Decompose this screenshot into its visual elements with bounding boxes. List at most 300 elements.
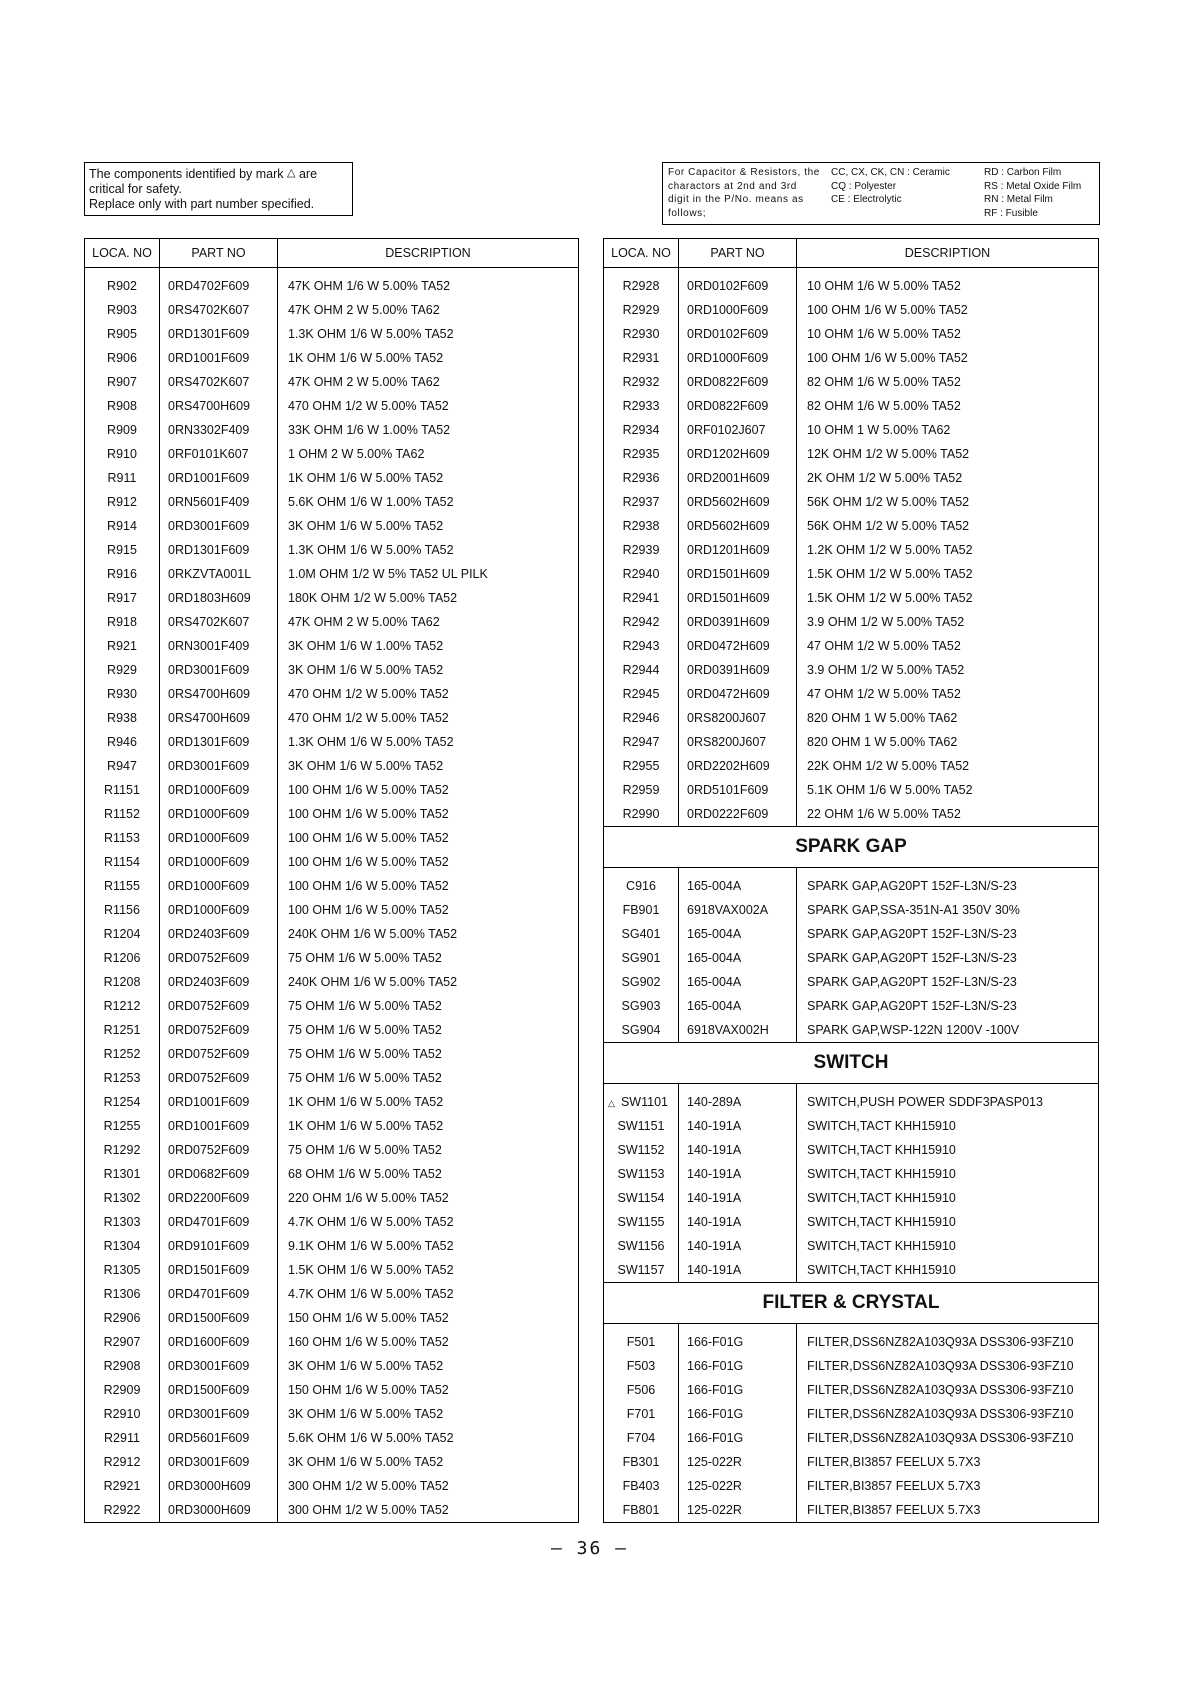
loca-no-cell: F701 bbox=[604, 1402, 679, 1426]
safety-note-line2: critical for safety. bbox=[89, 182, 182, 196]
table-row bbox=[85, 1378, 579, 1402]
loca-no-cell: R947 bbox=[85, 754, 160, 778]
part-no-cell: 0RD3001F609 bbox=[160, 754, 278, 778]
loca-no-cell: R907 bbox=[85, 370, 160, 394]
safety-note-line3: Replace only with part number specified. bbox=[89, 197, 315, 211]
description-cell: 150 OHM 1/6 W 5.00% TA52 bbox=[278, 1306, 579, 1330]
part-no-cell: 166-F01G bbox=[679, 1402, 797, 1426]
description-cell: 820 OHM 1 W 5.00% TA62 bbox=[797, 706, 1099, 730]
description-cell: 1.0M OHM 1/2 W 5% TA52 UL PILK bbox=[278, 562, 579, 586]
loca-no-cell: R2929 bbox=[604, 298, 679, 322]
part-no-cell: 0RD1001F609 bbox=[160, 346, 278, 370]
loca-no-cell: R2955 bbox=[604, 754, 679, 778]
description-cell: 100 OHM 1/6 W 5.00% TA52 bbox=[797, 346, 1099, 370]
part-no-cell: 0RD3001F609 bbox=[160, 658, 278, 682]
loca-no-cell: R2940 bbox=[604, 562, 679, 586]
description-cell: 470 OHM 1/2 W 5.00% TA52 bbox=[278, 394, 579, 418]
description-cell: 160 OHM 1/6 W 5.00% TA52 bbox=[278, 1330, 579, 1354]
loca-no-cell: R905 bbox=[85, 322, 160, 346]
loca-no-cell: SG902 bbox=[604, 970, 679, 994]
description-cell: 4.7K OHM 1/6 W 5.00% TA52 bbox=[278, 1282, 579, 1306]
safety-note-line1-end: are bbox=[298, 167, 318, 181]
part-no-cell: 0RD2403F609 bbox=[160, 970, 278, 994]
description-cell: 68 OHM 1/6 W 5.00% TA52 bbox=[278, 1162, 579, 1186]
description-cell: 47 OHM 1/2 W 5.00% TA52 bbox=[797, 634, 1099, 658]
loca-no-cell: R910 bbox=[85, 442, 160, 466]
table-row bbox=[85, 850, 579, 874]
table-row bbox=[604, 730, 1099, 754]
table-row bbox=[85, 754, 579, 778]
part-no-cell: 0RD4701F609 bbox=[160, 1282, 278, 1306]
header-part-no: PART NO bbox=[679, 239, 797, 268]
loca-no-cell: R1253 bbox=[85, 1066, 160, 1090]
description-cell: SWITCH,TACT KHH15910 bbox=[797, 1114, 1099, 1138]
table-row bbox=[604, 1474, 1099, 1498]
table-row bbox=[604, 538, 1099, 562]
loca-no-cell: R1301 bbox=[85, 1162, 160, 1186]
loca-no-cell: R2921 bbox=[85, 1474, 160, 1498]
table-row bbox=[604, 1234, 1099, 1258]
table-row bbox=[604, 922, 1099, 946]
loca-no-cell: R2907 bbox=[85, 1330, 160, 1354]
warning-triangle-icon: △ bbox=[608, 1098, 615, 1108]
loca-no-cell: R1152 bbox=[85, 802, 160, 826]
loca-no-cell: R1306 bbox=[85, 1282, 160, 1306]
description-cell: 100 OHM 1/6 W 5.00% TA52 bbox=[278, 874, 579, 898]
part-no-cell: 0RD0822F609 bbox=[679, 394, 797, 418]
loca-no-cell: R1212 bbox=[85, 994, 160, 1018]
table-row bbox=[604, 1018, 1099, 1043]
part-no-cell: 0RD9101F609 bbox=[160, 1234, 278, 1258]
part-no-cell: 0RD1000F609 bbox=[160, 826, 278, 850]
part-no-cell: 140-191A bbox=[679, 1210, 797, 1234]
part-no-cell: 0RD1000F609 bbox=[160, 874, 278, 898]
loca-no-cell: R1254 bbox=[85, 1090, 160, 1114]
table-row bbox=[85, 298, 579, 322]
loca-no-cell: R921 bbox=[85, 634, 160, 658]
description-cell: SPARK GAP,AG20PT 152F-L3N/S-23 bbox=[797, 946, 1099, 970]
loca-no-cell: R2943 bbox=[604, 634, 679, 658]
table-row bbox=[85, 778, 579, 802]
description-cell: 10 OHM 1/6 W 5.00% TA52 bbox=[797, 268, 1099, 299]
description-cell: FILTER,DSS6NZ82A103Q93A DSS306-93FZ10 bbox=[797, 1354, 1099, 1378]
section-header bbox=[604, 1283, 1099, 1324]
part-no-cell: 0RD0472H609 bbox=[679, 634, 797, 658]
table-row bbox=[604, 394, 1099, 418]
table-row bbox=[85, 394, 579, 418]
description-cell: 75 OHM 1/6 W 5.00% TA52 bbox=[278, 1018, 579, 1042]
description-cell: FILTER,DSS6NZ82A103Q93A DSS306-93FZ10 bbox=[797, 1426, 1099, 1450]
part-no-cell: 140-191A bbox=[679, 1234, 797, 1258]
table-row bbox=[604, 1138, 1099, 1162]
description-cell: SPARK GAP,AG20PT 152F-L3N/S-23 bbox=[797, 868, 1099, 899]
loca-no-cell: R1208 bbox=[85, 970, 160, 994]
part-no-cell: 165-004A bbox=[679, 922, 797, 946]
loca-no-cell: R1204 bbox=[85, 922, 160, 946]
description-cell: 1.3K OHM 1/6 W 5.00% TA52 bbox=[278, 322, 579, 346]
part-no-cell: 0RD3000H609 bbox=[160, 1474, 278, 1498]
loca-no-cell: R2933 bbox=[604, 394, 679, 418]
description-cell: FILTER,BI3857 FEELUX 5.7X3 bbox=[797, 1450, 1099, 1474]
table-row bbox=[604, 1162, 1099, 1186]
table-row bbox=[604, 898, 1099, 922]
loca-no-cell: R2928 bbox=[604, 268, 679, 299]
description-cell: 300 OHM 1/2 W 5.00% TA52 bbox=[278, 1474, 579, 1498]
loca-no-cell: R1292 bbox=[85, 1138, 160, 1162]
description-cell: 180K OHM 1/2 W 5.00% TA52 bbox=[278, 586, 579, 610]
header-loca-no: LOCA. NO bbox=[85, 239, 160, 268]
table-row bbox=[85, 1114, 579, 1138]
description-cell: FILTER,BI3857 FEELUX 5.7X3 bbox=[797, 1498, 1099, 1523]
table-row bbox=[85, 418, 579, 442]
description-cell: SWITCH,TACT KHH15910 bbox=[797, 1186, 1099, 1210]
part-no-cell: 0RD5601F609 bbox=[160, 1426, 278, 1450]
description-cell: 1K OHM 1/6 W 5.00% TA52 bbox=[278, 466, 579, 490]
table-row bbox=[85, 1402, 579, 1426]
loca-no-cell: SG903 bbox=[604, 994, 679, 1018]
table-row bbox=[604, 1450, 1099, 1474]
description-cell: 47K OHM 1/6 W 5.00% TA52 bbox=[278, 268, 579, 299]
table-row bbox=[85, 658, 579, 682]
description-cell: 3K OHM 1/6 W 5.00% TA52 bbox=[278, 1402, 579, 1426]
loca-no-cell: R2912 bbox=[85, 1450, 160, 1474]
description-cell: SPARK GAP,SSA-351N-A1 350V 30% bbox=[797, 898, 1099, 922]
description-cell: FILTER,DSS6NZ82A103Q93A DSS306-93FZ10 bbox=[797, 1324, 1099, 1355]
part-no-cell: 0RD4702F609 bbox=[160, 268, 278, 299]
table-row bbox=[85, 1258, 579, 1282]
table-row bbox=[604, 610, 1099, 634]
table-row bbox=[85, 1090, 579, 1114]
table-row bbox=[85, 874, 579, 898]
part-no-cell: 0RS4702K607 bbox=[160, 370, 278, 394]
parts-table-left bbox=[84, 238, 579, 1523]
table-row bbox=[604, 298, 1099, 322]
table-row bbox=[604, 490, 1099, 514]
table-row bbox=[85, 634, 579, 658]
description-cell: 47 OHM 1/2 W 5.00% TA52 bbox=[797, 682, 1099, 706]
description-cell: 75 OHM 1/6 W 5.00% TA52 bbox=[278, 1042, 579, 1066]
loca-no-cell: R2990 bbox=[604, 802, 679, 827]
loca-no-cell: SW1151 bbox=[604, 1114, 679, 1138]
description-cell: SWITCH,PUSH POWER SDDF3PASP013 bbox=[797, 1084, 1099, 1115]
part-no-cell: 0RD0752F609 bbox=[160, 1138, 278, 1162]
loca-no-cell: R929 bbox=[85, 658, 160, 682]
part-no-cell: 0RD3001F609 bbox=[160, 514, 278, 538]
loca-no-cell: R2906 bbox=[85, 1306, 160, 1330]
loca-no-cell: R2959 bbox=[604, 778, 679, 802]
part-no-cell: 0RD5602H609 bbox=[679, 514, 797, 538]
capacitor-code: CQ : Polyester bbox=[831, 180, 897, 192]
description-cell: SWITCH,TACT KHH15910 bbox=[797, 1258, 1099, 1283]
table-row bbox=[604, 442, 1099, 466]
loca-no-cell: R2935 bbox=[604, 442, 679, 466]
description-cell: 10 OHM 1/6 W 5.00% TA52 bbox=[797, 322, 1099, 346]
loca-no-cell: FB403 bbox=[604, 1474, 679, 1498]
part-no-cell: 0RD0752F609 bbox=[160, 1042, 278, 1066]
description-cell: 240K OHM 1/6 W 5.00% TA52 bbox=[278, 922, 579, 946]
part-no-cell: 0RD1500F609 bbox=[160, 1306, 278, 1330]
loca-no-cell: R2909 bbox=[85, 1378, 160, 1402]
loca-no-cell: R2908 bbox=[85, 1354, 160, 1378]
description-cell: 1.5K OHM 1/2 W 5.00% TA52 bbox=[797, 586, 1099, 610]
description-cell: 5.6K OHM 1/6 W 5.00% TA52 bbox=[278, 1426, 579, 1450]
loca-no-cell: R911 bbox=[85, 466, 160, 490]
description-cell: 300 OHM 1/2 W 5.00% TA52 bbox=[278, 1498, 579, 1523]
part-no-cell: 0RD3001F609 bbox=[160, 1402, 278, 1426]
description-cell: 3K OHM 1/6 W 5.00% TA52 bbox=[278, 754, 579, 778]
description-cell: 75 OHM 1/6 W 5.00% TA52 bbox=[278, 994, 579, 1018]
table-row bbox=[85, 562, 579, 586]
part-no-cell: 165-004A bbox=[679, 994, 797, 1018]
part-no-cell: 0RD1000F609 bbox=[679, 346, 797, 370]
description-cell: 100 OHM 1/6 W 5.00% TA52 bbox=[278, 826, 579, 850]
table-row bbox=[85, 1282, 579, 1306]
part-no-cell: 0RN3001F409 bbox=[160, 634, 278, 658]
part-no-cell: 0RD1000F609 bbox=[679, 298, 797, 322]
part-no-cell: 0RD4701F609 bbox=[160, 1210, 278, 1234]
part-no-cell: 140-191A bbox=[679, 1258, 797, 1283]
description-cell: SPARK GAP,AG20PT 152F-L3N/S-23 bbox=[797, 922, 1099, 946]
loca-no-cell: R2947 bbox=[604, 730, 679, 754]
part-no-cell: 0RS4700H609 bbox=[160, 682, 278, 706]
table-row bbox=[85, 1306, 579, 1330]
part-no-cell: 0RN5601F409 bbox=[160, 490, 278, 514]
part-no-cell: 0RD1803H609 bbox=[160, 586, 278, 610]
part-no-cell: 0RD0682F609 bbox=[160, 1162, 278, 1186]
loca-no-cell: FB801 bbox=[604, 1498, 679, 1523]
description-cell: 47K OHM 2 W 5.00% TA62 bbox=[278, 610, 579, 634]
loca-no-cell: R916 bbox=[85, 562, 160, 586]
part-no-cell: 125-022R bbox=[679, 1498, 797, 1523]
loca-no-cell: R2941 bbox=[604, 586, 679, 610]
table-row bbox=[85, 1426, 579, 1450]
description-cell: 5.1K OHM 1/6 W 5.00% TA52 bbox=[797, 778, 1099, 802]
table-row bbox=[85, 1042, 579, 1066]
part-no-cell: 0RD2202H609 bbox=[679, 754, 797, 778]
loca-no-cell: R1154 bbox=[85, 850, 160, 874]
description-cell: 100 OHM 1/6 W 5.00% TA52 bbox=[278, 850, 579, 874]
table-row bbox=[604, 868, 1099, 899]
part-no-cell: 0RD3001F609 bbox=[160, 1450, 278, 1474]
part-no-cell: 0RD1000F609 bbox=[160, 778, 278, 802]
header-loca-no: LOCA. NO bbox=[604, 239, 679, 268]
description-cell: 1K OHM 1/6 W 5.00% TA52 bbox=[278, 346, 579, 370]
table-row bbox=[85, 1498, 579, 1523]
loca-no-cell: R1252 bbox=[85, 1042, 160, 1066]
part-no-cell: 0RD0752F609 bbox=[160, 994, 278, 1018]
loca-no-cell: SG901 bbox=[604, 946, 679, 970]
part-no-cell: 166-F01G bbox=[679, 1324, 797, 1355]
description-cell: 82 OHM 1/6 W 5.00% TA52 bbox=[797, 394, 1099, 418]
warning-triangle-icon: △ bbox=[287, 167, 296, 179]
table-row bbox=[85, 1066, 579, 1090]
part-no-cell: 0RD1001F609 bbox=[160, 1114, 278, 1138]
loca-no-cell: R903 bbox=[85, 298, 160, 322]
part-no-cell: 0RS4700H609 bbox=[160, 706, 278, 730]
description-cell: SWITCH,TACT KHH15910 bbox=[797, 1162, 1099, 1186]
loca-no-cell: R2937 bbox=[604, 490, 679, 514]
section-title: FILTER & CRYSTAL bbox=[604, 1283, 1099, 1324]
section-title: SWITCH bbox=[604, 1043, 1099, 1084]
part-no-cell: 0RD0391H609 bbox=[679, 658, 797, 682]
table-row bbox=[604, 1402, 1099, 1426]
table-row bbox=[604, 778, 1099, 802]
table-row bbox=[604, 682, 1099, 706]
loca-no-cell: R2932 bbox=[604, 370, 679, 394]
loca-no-cell: R909 bbox=[85, 418, 160, 442]
description-cell: 1.3K OHM 1/6 W 5.00% TA52 bbox=[278, 730, 579, 754]
description-cell: 100 OHM 1/6 W 5.00% TA52 bbox=[278, 898, 579, 922]
table-row bbox=[85, 682, 579, 706]
table-row bbox=[85, 1450, 579, 1474]
part-no-cell: 0RD1301F609 bbox=[160, 730, 278, 754]
part-no-cell: 0RD1501H609 bbox=[679, 562, 797, 586]
part-no-cell: 165-004A bbox=[679, 868, 797, 899]
description-cell: 10 OHM 1 W 5.00% TA62 bbox=[797, 418, 1099, 442]
header-description: DESCRIPTION bbox=[278, 239, 579, 268]
page-number: – 36 – bbox=[550, 1538, 629, 1559]
part-no-cell: 140-289A bbox=[679, 1084, 797, 1115]
loca-no-cell: SW1154 bbox=[604, 1186, 679, 1210]
part-no-cell: 0RD5101F609 bbox=[679, 778, 797, 802]
loca-no-cell: SW1152 bbox=[604, 1138, 679, 1162]
loca-no-cell: R917 bbox=[85, 586, 160, 610]
loca-no-cell: F503 bbox=[604, 1354, 679, 1378]
description-cell: 3K OHM 1/6 W 5.00% TA52 bbox=[278, 1354, 579, 1378]
table-row bbox=[85, 1474, 579, 1498]
description-cell: 100 OHM 1/6 W 5.00% TA52 bbox=[278, 802, 579, 826]
part-no-cell: 166-F01G bbox=[679, 1426, 797, 1450]
loca-no-cell: R1153 bbox=[85, 826, 160, 850]
description-cell: 33K OHM 1/6 W 1.00% TA52 bbox=[278, 418, 579, 442]
description-cell: 3.9 OHM 1/2 W 5.00% TA52 bbox=[797, 610, 1099, 634]
capacitor-code: CC, CX, CK, CN : Ceramic bbox=[831, 167, 950, 178]
description-cell: FILTER,DSS6NZ82A103Q93A DSS306-93FZ10 bbox=[797, 1378, 1099, 1402]
table-row bbox=[85, 346, 579, 370]
description-cell: FILTER,DSS6NZ82A103Q93A DSS306-93FZ10 bbox=[797, 1402, 1099, 1426]
loca-no-cell: R1255 bbox=[85, 1114, 160, 1138]
table-row bbox=[85, 370, 579, 394]
description-cell: 2K OHM 1/2 W 5.00% TA52 bbox=[797, 466, 1099, 490]
part-no-cell: 0RD0102F609 bbox=[679, 268, 797, 299]
description-cell: 3K OHM 1/6 W 5.00% TA52 bbox=[278, 658, 579, 682]
loca-no-cell: R2946 bbox=[604, 706, 679, 730]
loca-no-cell: SW1156 bbox=[604, 1234, 679, 1258]
table-row bbox=[604, 994, 1099, 1018]
capacitor-codes bbox=[821, 166, 974, 221]
description-cell: 220 OHM 1/6 W 5.00% TA52 bbox=[278, 1186, 579, 1210]
part-no-cell: 140-191A bbox=[679, 1138, 797, 1162]
table-row bbox=[604, 1354, 1099, 1378]
part-no-cell: 0RD1301F609 bbox=[160, 538, 278, 562]
table-row bbox=[85, 1330, 579, 1354]
loca-no-cell: R1151 bbox=[85, 778, 160, 802]
loca-no-cell: R918 bbox=[85, 610, 160, 634]
loca-no-cell: R2910 bbox=[85, 1402, 160, 1426]
part-no-cell: 0RD0472H609 bbox=[679, 682, 797, 706]
description-cell: 820 OHM 1 W 5.00% TA62 bbox=[797, 730, 1099, 754]
section-header bbox=[604, 1043, 1099, 1084]
loca-no-cell: R912 bbox=[85, 490, 160, 514]
part-no-cell: 0RS8200J607 bbox=[679, 730, 797, 754]
table-row bbox=[604, 1084, 1099, 1115]
part-no-cell: 0RD0391H609 bbox=[679, 610, 797, 634]
table-row bbox=[604, 1378, 1099, 1402]
table-row bbox=[604, 1324, 1099, 1355]
table-row bbox=[85, 1018, 579, 1042]
table-row bbox=[604, 1210, 1099, 1234]
table-row bbox=[85, 826, 579, 850]
table-row bbox=[85, 586, 579, 610]
loca-no-cell: SG401 bbox=[604, 922, 679, 946]
loca-no-cell: R2938 bbox=[604, 514, 679, 538]
resistor-code: RD : Carbon Film bbox=[984, 167, 1062, 178]
loca-no-cell: R2942 bbox=[604, 610, 679, 634]
table-row bbox=[85, 1162, 579, 1186]
part-no-cell: 0RD2200F609 bbox=[160, 1186, 278, 1210]
part-no-cell: 0RD1000F609 bbox=[160, 850, 278, 874]
loca-no-cell: R914 bbox=[85, 514, 160, 538]
part-no-cell: 0RD1001F609 bbox=[160, 466, 278, 490]
part-no-cell: 166-F01G bbox=[679, 1378, 797, 1402]
description-cell: 100 OHM 1/6 W 5.00% TA52 bbox=[797, 298, 1099, 322]
part-no-cell: 0RD1501H609 bbox=[679, 586, 797, 610]
table-row bbox=[85, 898, 579, 922]
parts-table-right bbox=[603, 238, 1099, 1523]
description-cell: 1.2K OHM 1/2 W 5.00% TA52 bbox=[797, 538, 1099, 562]
table-row bbox=[604, 586, 1099, 610]
loca-no-cell: R1303 bbox=[85, 1210, 160, 1234]
table-row bbox=[604, 1186, 1099, 1210]
table-row bbox=[85, 1354, 579, 1378]
loca-no-cell: R946 bbox=[85, 730, 160, 754]
part-no-cell: 0RD2001H609 bbox=[679, 466, 797, 490]
header-description: DESCRIPTION bbox=[797, 239, 1099, 268]
table-row bbox=[85, 1186, 579, 1210]
section-header bbox=[604, 827, 1099, 868]
part-no-cell: 0RS8200J607 bbox=[679, 706, 797, 730]
part-no-cell: 0RD0752F609 bbox=[160, 1018, 278, 1042]
description-cell: 1 OHM 2 W 5.00% TA62 bbox=[278, 442, 579, 466]
loca-no-cell: R2936 bbox=[604, 466, 679, 490]
description-cell: 4.7K OHM 1/6 W 5.00% TA52 bbox=[278, 1210, 579, 1234]
loca-no-cell: R1156 bbox=[85, 898, 160, 922]
description-cell: 100 OHM 1/6 W 5.00% TA52 bbox=[278, 778, 579, 802]
description-cell: 1K OHM 1/6 W 5.00% TA52 bbox=[278, 1090, 579, 1114]
description-cell: FILTER,BI3857 FEELUX 5.7X3 bbox=[797, 1474, 1099, 1498]
table-row bbox=[604, 370, 1099, 394]
part-no-cell: 0RD1202H609 bbox=[679, 442, 797, 466]
loca-no-cell: R1155 bbox=[85, 874, 160, 898]
part-no-cell: 0RD3001F609 bbox=[160, 1354, 278, 1378]
table-row bbox=[85, 802, 579, 826]
safety-note-line1: The components identified by mark bbox=[89, 167, 284, 181]
part-no-cell: 0RS4702K607 bbox=[160, 298, 278, 322]
table-row bbox=[85, 994, 579, 1018]
table-row bbox=[604, 562, 1099, 586]
table-row bbox=[85, 442, 579, 466]
description-cell: 56K OHM 1/2 W 5.00% TA52 bbox=[797, 490, 1099, 514]
description-cell: SWITCH,TACT KHH15910 bbox=[797, 1234, 1099, 1258]
part-no-cell: 0RD2403F609 bbox=[160, 922, 278, 946]
table-row bbox=[85, 490, 579, 514]
loca-no-cell: R2911 bbox=[85, 1426, 160, 1450]
table-row bbox=[604, 658, 1099, 682]
description-cell: 12K OHM 1/2 W 5.00% TA52 bbox=[797, 442, 1099, 466]
table-row bbox=[85, 1138, 579, 1162]
description-cell: 3.9 OHM 1/2 W 5.00% TA52 bbox=[797, 658, 1099, 682]
header-part-no: PART NO bbox=[160, 239, 278, 268]
